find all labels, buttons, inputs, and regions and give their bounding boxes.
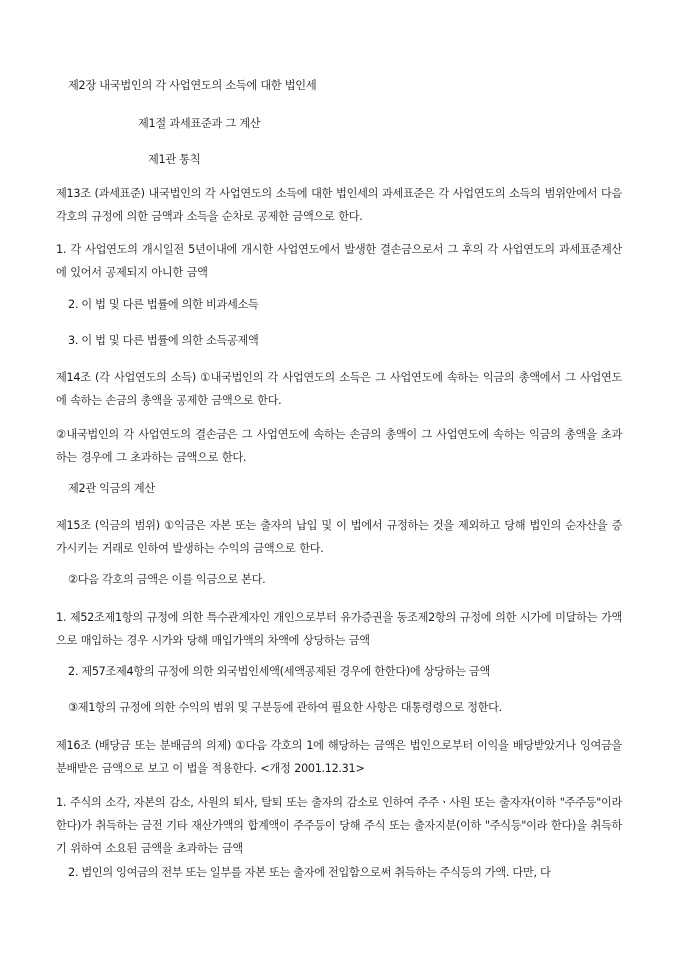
article-13-item-1: 1. 각 사업연도의 개시일전 5년이내에 개시한 사업연도에서 발생한 결손금으로서 그 후의 각 사업연도의 과세표준계산에 있어서 공제되지 아니한 금액: [56, 243, 622, 279]
article-16-item-1: 1. 주식의 소각, 자본의 감소, 사원의 퇴사, 탈퇴 또는 출자의 감소로 인하여 주주ㆍ사원 또는 출자자(이하 "주주등"이라 한다)가 취득하는 금전 기타 재산가액의 합계액이 주주등이 당해 주식 또는 출자지분(이하 "주식등"이라 한다)을 취득하기 위하여 소요된 금액을 초과하는 금액: [56, 796, 622, 855]
article-15-paragraph-2: ②다음 각호의 금액은 이를 익금으로 본다.: [68, 573, 266, 586]
article-15-item-2: 2. 제57조제4항의 규정에 의한 외국법인세액(세액공제된 경우에 한한다)에 상당하는 금액: [68, 665, 490, 678]
article-14-paragraph-2: ②내국법인의 각 사업연도의 결손금은 그 사업연도에 속하는 손금의 총액이 그 사업연도에 속하는 익금의 총액을 초과하는 경우에 그 초과하는 금액으로 한다.: [56, 428, 622, 464]
article-16-intro: 제16조 (배당금 또는 분배금의 의제) ①다음 각호의 1에 해당하는 금액은 법인으로부터 이익을 배당받았거나 잉여금을 분배받은 금액으로 보고 이 법을 적용한다. <개정 2001.12.31>: [56, 739, 622, 775]
subsection-heading: 제1관 통칙: [148, 153, 201, 166]
article-13-intro: 제13조 (과세표준) 내국법인의 각 사업연도의 소득에 대한 법인세의 과세표준은 각 사업연도의 소득의 범위안에서 다음 각호의 규정에 의한 금액과 소득을 순차로 공제한 금액으로 한다.: [56, 187, 622, 223]
article-15-paragraph-3: ③제1항의 규정에 의한 수익의 범위 및 구분등에 관하여 필요한 사항은 대통령령으로 정한다.: [68, 701, 502, 714]
chapter-heading: 제2장 내국법인의 각 사업연도의 소득에 대한 법인세: [68, 79, 317, 92]
article-13-item-3: 3. 이 법 및 다른 법률에 의한 소득공제액: [68, 334, 259, 347]
article-16-item-2: 2. 법인의 잉여금의 전부 또는 일부를 자본 또는 출자에 전입함으로써 취득하는 주식등의 가액. 다만, 다: [68, 866, 551, 879]
article-15-item-1: 1. 제52조제1항의 규정에 의한 특수관계자인 개인으로부터 유가증권을 동조제2항의 규정에 의한 시가에 미달하는 가액으로 매입하는 경우 시가와 당해 매입가액의 차액에 상당하는 금액: [56, 611, 622, 647]
subsection-2-heading: 제2관 익금의 계산: [68, 482, 155, 495]
section-heading: 제1절 과세표준과 그 계산: [138, 117, 261, 130]
article-14-paragraph-1: 제14조 (각 사업연도의 소득) ①내국법인의 각 사업연도의 소득은 그 사업연도에 속하는 익금의 총액에서 그 사업연도에 속하는 손금의 총액을 공제한 금액으로 한다.: [56, 371, 622, 407]
article-15-paragraph-1: 제15조 (익금의 범위) ①익금은 자본 또는 출자의 납입 및 이 법에서 규정하는 것을 제외하고 당해 법인의 순자산을 증가시키는 거래로 인하여 발생하는 수익의 금액으로 한다.: [56, 519, 622, 555]
article-13-item-2: 2. 이 법 및 다른 법률에 의한 비과세소득: [68, 298, 259, 311]
